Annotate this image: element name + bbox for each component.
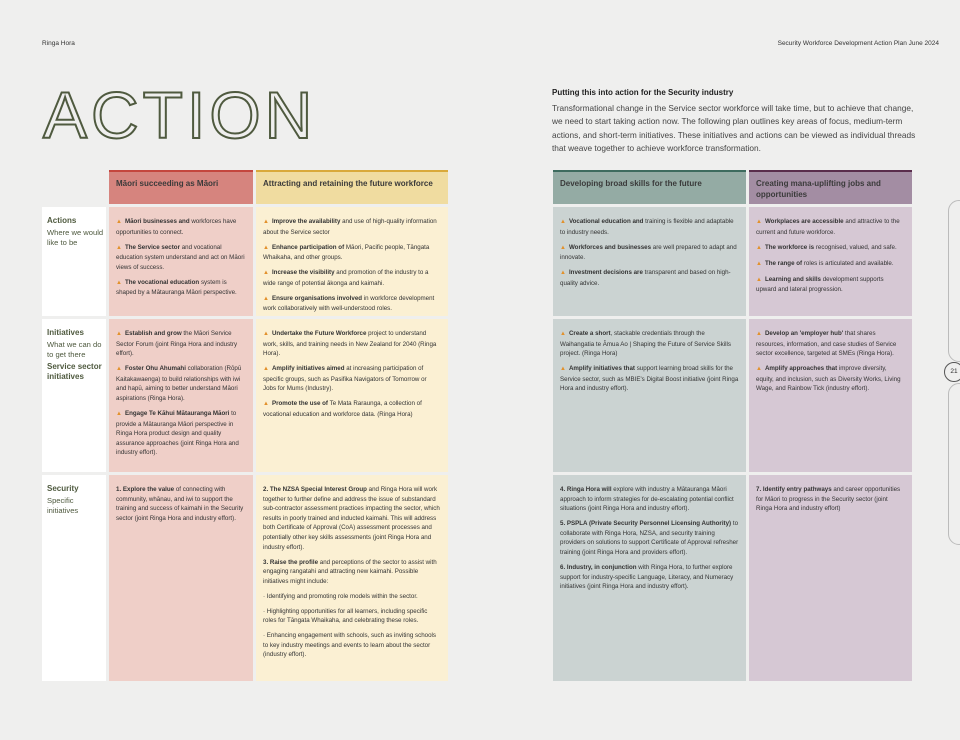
cell-item-bold: 4. Ringa Hora will: [560, 486, 612, 493]
cell-item-text: recognised, valued, and safe.: [814, 243, 897, 251]
cell-item-text: · Identifying and promoting role models within the sector.: [263, 592, 418, 600]
triangle-bullet-icon: ▲: [560, 331, 566, 337]
row-label-security: [42, 475, 106, 681]
row-subtitle: Where we would like to be: [47, 228, 104, 248]
column-header-mana: [749, 170, 912, 204]
cell-item-text: · Enhancing engagement with schools, such as inviting schools to key industry meetings and events to learn about the sector (industry effort).: [263, 632, 437, 659]
cell-item-text: Te Mata Raraunga, a collection of vocational education and workforce data. (Ringa Hora): [263, 400, 422, 418]
cell-item-text: and vocational education system understand and act on Māori views of success.: [116, 243, 245, 271]
page-edge-curve-bottom: [948, 383, 960, 545]
triangle-bullet-icon: ▲: [756, 366, 762, 373]
cell-item: [263, 243, 441, 263]
cell-item-text: the Māori Service Sector Forum (joint Ringa Hora and industry effort).: [116, 330, 238, 358]
triangle-bullet-icon: ▲: [263, 331, 269, 337]
cell-item: [263, 329, 441, 359]
triangle-bullet-icon: ▲: [263, 219, 269, 225]
cell-security-2: [553, 475, 746, 681]
triangle-bullet-icon: ▲: [560, 244, 566, 251]
column-header-label: Māori succeeding as Māori: [116, 179, 219, 188]
cell-item-bold: Workplaces are accessible: [764, 218, 844, 225]
cell-initiatives-2: [553, 319, 746, 472]
cell-item: [263, 558, 441, 587]
triangle-bullet-icon: ▲: [263, 401, 269, 408]
cell-item-bold: Amplify initiatives that: [568, 365, 635, 373]
triangle-bullet-icon: ▲: [116, 244, 122, 251]
row-title: Initiatives: [47, 328, 84, 337]
triangle-bullet-icon: ▲: [263, 295, 269, 302]
cell-item: [560, 329, 739, 359]
cell-item-text: roles is articulated and available.: [802, 259, 894, 267]
row-label-initiatives: [42, 319, 106, 472]
cell-item-bold: Vocational education and: [568, 218, 644, 225]
row-title: Actions: [47, 216, 77, 225]
cell-item-text: improve diversity, equity, and inclusion, such as Diversity Works, Living Wage, and Rainbow Tick (industry effort).: [756, 365, 901, 393]
cell-item-text: collaboration (Rōpū Kaitakawaenga) to build relationships with iwi and hapū, aiming to better understand Māori aspirations (Ringa Hora).: [116, 365, 242, 402]
triangle-bullet-icon: ▲: [116, 219, 122, 225]
cell-item: [263, 217, 441, 237]
header-left: Ringa Hora: [42, 40, 75, 47]
cell-item-bold: The workforce is: [764, 243, 815, 251]
cell-item-text: and promotion of the industry to a wide range of potential ākonga and kaimahi.: [263, 269, 429, 287]
cell-item-text: system is shaped by a Mātauranga Māori perspective.: [116, 278, 237, 297]
triangle-bullet-icon: ▲: [756, 244, 762, 251]
cell-item-bold: Promote the use of: [271, 400, 328, 408]
cell-item-bold: Engage Te Kāhui Mātauranga Māori: [124, 409, 230, 417]
cell-item: [756, 364, 905, 394]
cell-item-bold: Improve the availability: [271, 218, 341, 225]
cell-item-bold: Enhance participation of: [271, 243, 345, 251]
cell-item: [560, 519, 739, 557]
cell-item: [116, 485, 246, 523]
cell-item: [263, 364, 441, 394]
cell-item-bold: 6. Industry, in conjunction: [560, 563, 637, 571]
cell-actions-1: [256, 207, 448, 316]
cell-item: [263, 399, 441, 419]
cell-item-text: and career opportunities for Māori to progress in the Security sector (joint Ringa Hora and industry effort): [756, 486, 901, 513]
cell-actions-0: [109, 207, 253, 316]
cell-item: [560, 485, 739, 514]
cell-item-bold: The range of: [764, 259, 803, 267]
cell-item: [560, 364, 739, 394]
column-header-skills: [553, 170, 746, 204]
cell-initiatives-0: [109, 319, 253, 472]
cell-item: [116, 243, 246, 273]
cell-item-text: that shares resources, information, and case studies of Service sector excellence, targeted at SMEs (Ringa Hora).: [756, 330, 897, 358]
cell-item: [116, 409, 246, 458]
cell-item-bold: 5. PSPLA (Private Security Personnel Licensing Authority): [560, 520, 732, 528]
cell-item: [560, 563, 739, 592]
row-subtitle: Specific initiatives: [47, 496, 79, 516]
column-header-label: Developing broad skills for the future: [560, 179, 702, 188]
cell-item-text: and Ringa Hora will work together to further define and address the issue of substandard sub-contractor assessment practices impacting the sector, which results in poorly trained and inducted kaimahi. This will address both Certificate of Approval (CoA) assessment processes and potentially other key skills assessments (joint Ringa Hora and industry effort).: [263, 486, 440, 551]
cell-item: [116, 278, 246, 298]
cell-item-bold: Workforces and businesses: [568, 243, 652, 251]
triangle-bullet-icon: ▲: [756, 219, 762, 225]
cell-item: [560, 217, 739, 237]
cell-item-text: workforces have opportunities to connect.: [116, 218, 237, 236]
cell-item: [263, 485, 441, 552]
cell-item-bold: The Service sector: [124, 243, 180, 251]
cell-item-text: are well prepared to adapt and innovate.: [560, 243, 737, 262]
cell-item-text: and attractive to the current and future workforce.: [756, 218, 900, 236]
cell-item-text: transparent and based on high-quality advice.: [560, 269, 731, 287]
cell-item: [263, 592, 441, 602]
cell-item-bold: Amplify initiatives aimed: [271, 365, 345, 373]
cell-security-1: [256, 475, 448, 681]
intro-heading: Putting this into action for the Security industry: [552, 88, 734, 97]
cell-item-text: support learning broad skills for the Service sector, such as MBIE's Digital Boost initiative (joint Ringa Hora and industry effort).: [560, 365, 739, 393]
row-title: Security: [47, 484, 79, 493]
cell-item-bold: Learning and skills: [764, 275, 822, 283]
cell-item: [116, 217, 246, 237]
triangle-bullet-icon: ▲: [756, 260, 762, 267]
triangle-bullet-icon: ▲: [116, 410, 122, 417]
cell-item: [116, 329, 246, 359]
cell-item-bold: The vocational education: [124, 278, 200, 286]
cell-item-text: project to understand work, skills, and training needs in New Zealand for 2040 (Ringa Hora).: [263, 330, 437, 358]
cell-item-bold: Create a short: [568, 330, 611, 337]
cell-item-bold: 3. Raise the profile: [263, 558, 319, 566]
triangle-bullet-icon: ▲: [263, 244, 269, 251]
cell-item-bold: Foster Ohu Ahumahi: [124, 365, 186, 373]
triangle-bullet-icon: ▲: [560, 366, 566, 373]
cell-item-bold: Develop an 'employer hub': [764, 330, 844, 337]
cell-item-bold: 2. The NZSA Special Interest Group: [263, 486, 367, 493]
cell-item-text: with Ringa Hora, to further explore support for industry-specific Language, Literacy, and Numeracy initiatives (joint Ringa Hora and industry effort).: [560, 563, 734, 591]
cell-item-text: in workforce development work collaboratively with well-understood roles.: [263, 294, 435, 313]
cell-item: [560, 243, 739, 263]
cell-item-text: · Highlighting opportunities for all learners, including specific roles for Tāngata Whaikaha, and celebrating these roles.: [263, 607, 428, 625]
triangle-bullet-icon: ▲: [263, 366, 269, 373]
triangle-bullet-icon: ▲: [116, 331, 122, 337]
cell-item-text: training is flexible and adaptable to industry needs.: [560, 218, 734, 236]
cell-initiatives-1: [256, 319, 448, 472]
page-edge-curve-top: [948, 200, 960, 362]
triangle-bullet-icon: ▲: [116, 366, 122, 373]
cell-item-text: to provide a Mātauranga Māori perspective in Ringa Hora product design and quality assurance approaches (joint Ringa Hora and industry effort).: [116, 409, 239, 457]
column-header-label: Attracting and retaining the future workforce: [263, 179, 433, 188]
cell-actions-3: [749, 207, 912, 316]
cell-item-bold: Increase the visibility: [271, 269, 335, 277]
cell-item: [263, 631, 441, 660]
cell-item-text: development supports upward and lateral progression.: [756, 275, 884, 294]
cell-item-text: of connecting with community, whānau, and iwi to support the training and success of kaimahi in the Security sector (joint Ringa Hora and industry effort).: [116, 486, 244, 522]
cell-item-text: at increasing participation of specific groups, such as Pasifika Navigators of Tomorrow or Jobs for Mums (Industry).: [263, 365, 427, 393]
cell-item-text: and use of high-quality information about the Service sector: [263, 218, 437, 236]
column-header-maori: [109, 170, 253, 204]
cell-security-0: [109, 475, 253, 681]
cell-item: [560, 268, 739, 288]
cell-item-bold: Amplify approaches that: [764, 365, 838, 373]
cell-item: [756, 217, 905, 237]
cell-security-3: [749, 475, 912, 681]
cell-item-text: Māori, Pacific people, Tāngata Whaikaha, and other groups.: [263, 243, 430, 262]
cell-item-bold: 1. Explore the value: [116, 486, 175, 493]
triangle-bullet-icon: ▲: [560, 270, 566, 277]
cell-item: [263, 294, 441, 314]
triangle-bullet-icon: ▲: [756, 276, 762, 283]
cell-item: [756, 485, 905, 514]
triangle-bullet-icon: ▲: [560, 219, 566, 225]
header-right: Security Workforce Development Action Plan June 2024: [777, 40, 939, 47]
cell-item-bold: Establish and grow: [124, 330, 182, 337]
triangle-bullet-icon: ▲: [263, 270, 269, 277]
cell-initiatives-3: [749, 319, 912, 472]
cell-item: [116, 364, 246, 403]
cell-item-bold: Māori businesses and: [124, 218, 190, 225]
cell-item-text: and perceptions of the sector to assist with engaging rangatahi and attracting new kaimahi. Possible initiatives might include:: [263, 558, 437, 585]
row-extra-title: Service sector initiatives: [47, 362, 102, 382]
triangle-bullet-icon: ▲: [756, 331, 762, 337]
cell-item-bold: Investment decisions are: [568, 269, 643, 277]
intro-body: Transformational change in the Service sector workforce will take time, but to achieve that change, we need to start taking action now. The following plan outlines key areas of focus, medium-term actions, and short-term initiatives. These initiatives and actions can be viewed as individual threads that weave together to achieve workforce transformation.: [552, 103, 916, 154]
cell-item: [756, 329, 905, 359]
cell-item: [756, 259, 905, 270]
cell-item-bold: Ensure organisations involved: [271, 294, 363, 302]
cell-item-text: , stackable credentials through the Waihangatia te Āmua Ao | Shaping the Future of Service Skills project. (Ringa Hora): [560, 330, 731, 358]
cell-item-bold: 7. Identify entry pathways: [756, 486, 832, 493]
row-subtitle: What we can do to get there: [47, 340, 102, 360]
column-header-label: Creating mana-uplifting jobs and opportunities: [756, 179, 881, 199]
cell-item: [756, 243, 905, 254]
cell-item: [263, 268, 441, 288]
cell-actions-2: [553, 207, 746, 316]
page-title: ACTION: [43, 78, 317, 152]
column-header-attracting: [256, 170, 448, 204]
cell-item-text: explore with industry a Mātauranga Māori approach to inform strategies for de-escalating potential conflict situations (joint Ringa Hora and industry effort).: [560, 486, 734, 513]
triangle-bullet-icon: ▲: [116, 279, 122, 286]
page-number: 21: [944, 362, 960, 382]
cell-item-text: to collaborate with Ringa Hora, NZSA, and security training providers on solutions to support Certificate of Approval refresher training (joint Ringa Hora and providers effort).: [560, 520, 739, 556]
cell-item-bold: Undertake the Future Workforce: [271, 330, 367, 337]
cell-item: [263, 607, 441, 626]
cell-item: [756, 275, 905, 295]
row-label-actions: [42, 207, 106, 316]
